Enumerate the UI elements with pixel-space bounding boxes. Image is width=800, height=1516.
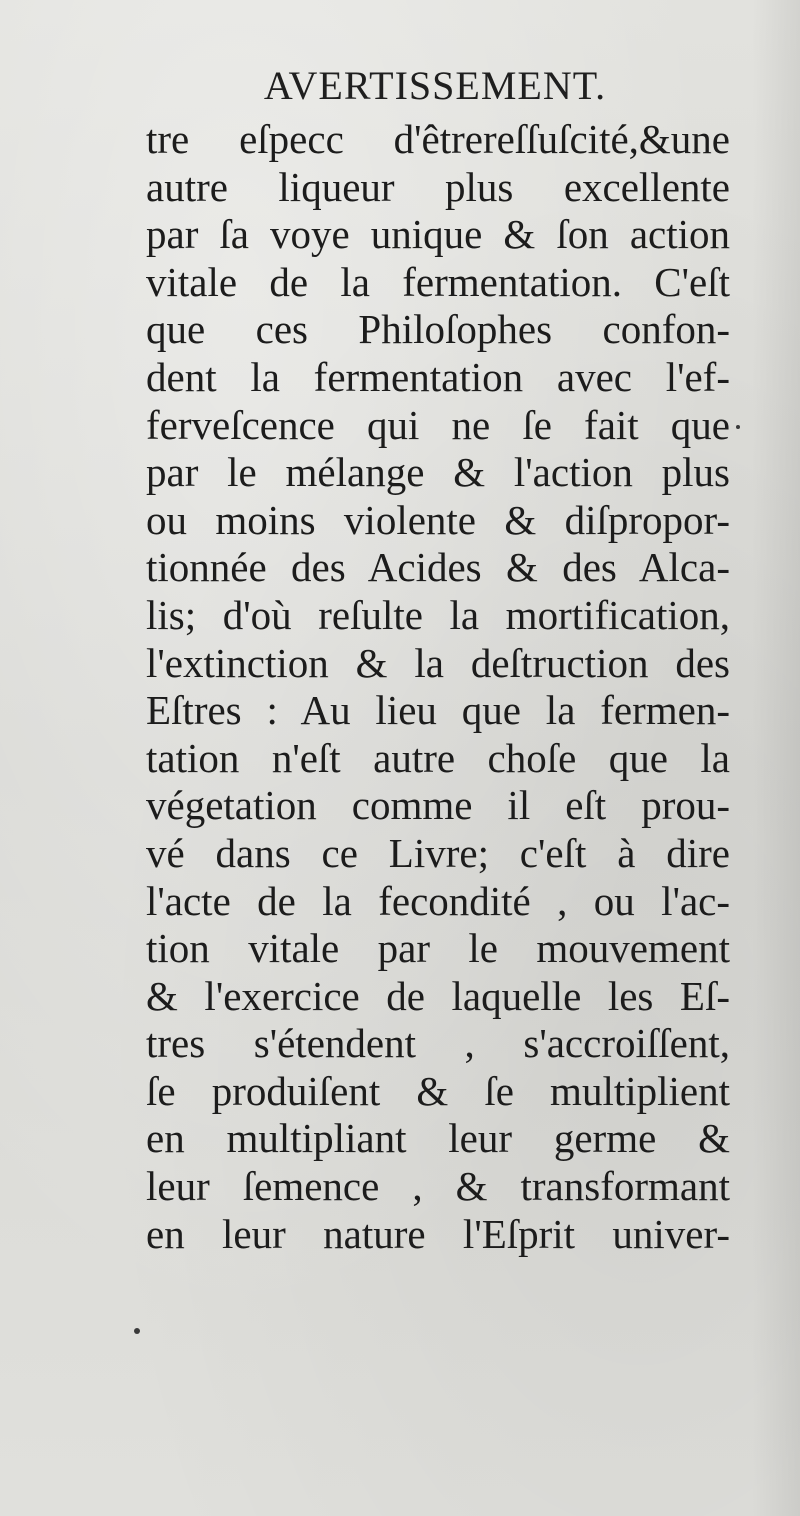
text-line: lis; d'où reſulte la mortification,: [146, 591, 730, 638]
text-line: tion vitale par le mouvement: [146, 925, 730, 972]
text-line: par le mélange & l'action plus: [146, 449, 730, 496]
text-line: l'acte de la fecondité , ou l'ac-: [146, 877, 730, 924]
text-line: végetation comme il eſt prou-: [146, 782, 730, 829]
text-line: Eſtres : Au lieu que la fermen-: [146, 687, 730, 734]
text-line: vitale de la fermentation. C'eſt: [146, 258, 730, 305]
text-line: & l'exercice de laquelle les Eſ-: [146, 972, 730, 1019]
text-line: tre eſpecc d'êtrereſſuſcité,&une: [146, 116, 730, 162]
text-line: leur ſemence , & transformant: [146, 1163, 730, 1210]
body-text: [146, 116, 730, 1258]
text-line: en leur nature l'Eſprit univer-: [146, 1210, 730, 1257]
text-line: tation n'eſt autre choſe que la: [146, 734, 730, 781]
text-line: par ſa voye unique & ſon action: [146, 211, 730, 258]
ink-speck: [134, 1328, 140, 1334]
text-line: en multipliant leur germe &: [146, 1115, 730, 1162]
ink-speck: [736, 425, 740, 429]
text-line: dent la fermentation avec l'ef-: [146, 353, 730, 400]
text-line: vé dans ce Livre; c'eſt à dire: [146, 829, 730, 876]
text-line: l'extinction & la deſtruction des: [146, 639, 730, 686]
page-edge-shadow: [752, 0, 800, 1516]
running-head: AVERTISSEMENT.: [263, 63, 607, 108]
text-line: que ces Philoſophes confon-: [146, 306, 730, 353]
text-line: ferveſcence qui ne ſe fait que: [146, 401, 730, 448]
text-line: autre liqueur plus excellente: [146, 163, 730, 210]
text-line: ſe produiſent & ſe multiplient: [146, 1067, 730, 1114]
text-line: ou moins violente & diſpropor-: [146, 496, 730, 543]
text-line: tionnée des Acides & des Alca-: [146, 544, 730, 591]
text-line: tres s'étendent , s'accroiſſent,: [146, 1020, 730, 1067]
